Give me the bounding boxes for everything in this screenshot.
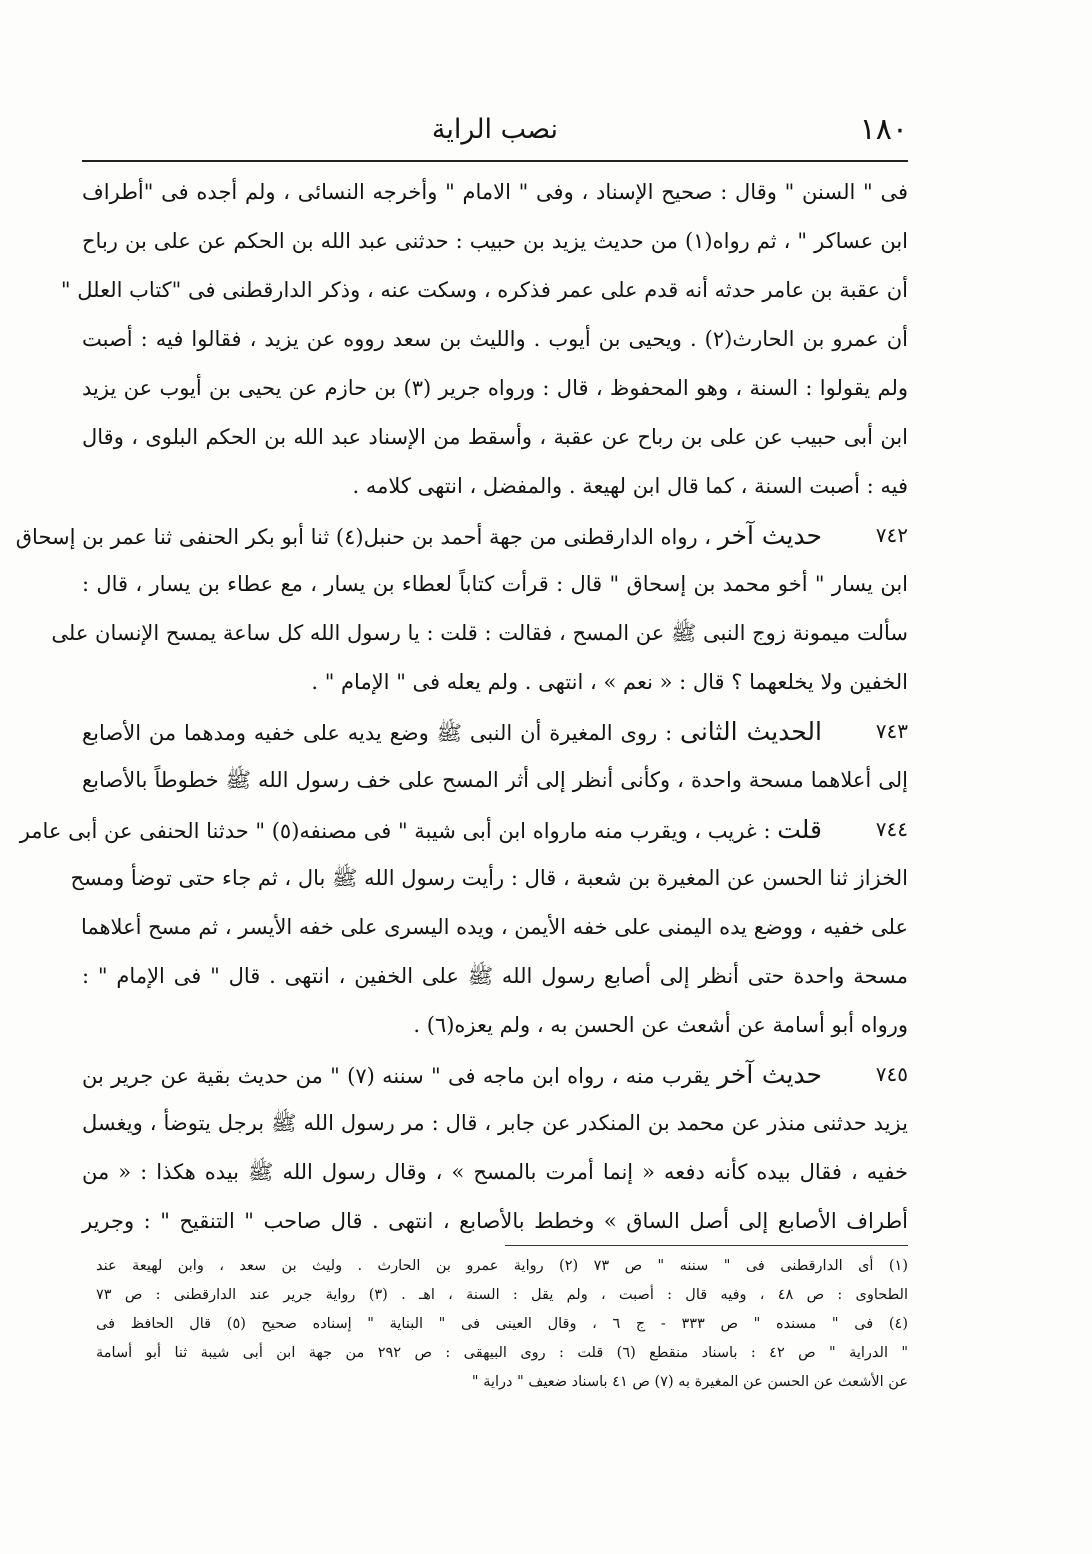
hadith-text: ، رواه الدارقطنى من جهة أحمد بن حنبل(٤) ثنا أبو بكر الحنفى ثنا عمر بن إسحاق <box>15 525 712 549</box>
hadith-first-line <box>15 511 908 560</box>
text-line: ولم يقولوا : السنة ، وهو المحفوظ ، قال : ورواه جرير (٣) بن حازم عن يحيى بن أيوب عن يزيد <box>82 376 908 400</box>
header-rule <box>82 160 908 162</box>
hadith-745 <box>82 1050 908 1246</box>
hadith-first-line <box>82 1050 908 1099</box>
hadith-first-line <box>19 805 908 854</box>
hadith-heading: قلت <box>777 815 822 844</box>
footnote-line: (١) أى الدارقطنى فى " سننه " ص ٧٣ (٢) رواية عمرو بن الحارث . وليث بن سعد ، وابن لهيعة عند <box>96 1258 908 1274</box>
text-line: الخفين ولا يخلعهما ؟ قال : « نعم » ، انتهى . ولم يعله فى " الإمام " . <box>311 670 908 694</box>
hadith-heading: الحديث الثانى <box>680 717 822 746</box>
text-line: فى " السنن " وقال : صحيح الإسناد ، وفى " الامام " وأخرجه النسائى ، ولم أجده فى "أطراف <box>82 180 908 204</box>
hadith-number: ٧٤٢ <box>875 523 908 547</box>
hadith-744 <box>19 805 908 1050</box>
hadith-742 <box>15 511 908 707</box>
hadith-743 <box>82 707 908 805</box>
footnote-line: " الدراية " ص ٤٢ : باسناد منقطع (٦) قلت : روى البيهقى : ص ٢٩٢ من جهة ابن أبى شيبة ثنا أبو أسامة <box>96 1345 909 1361</box>
text-line: إلى أعلاهما مسحة واحدة ، وكأنى أنظر إلى أثر المسح على خف رسول الله ﷺ خطوطاً بالأصابع <box>82 768 908 792</box>
text-line: فيه : أصبت السنة ، كما قال ابن لهيعة . والمفضل ، انتهى كلامه . <box>352 474 908 498</box>
footnote-line: الطحاوى : ص ٤٨ ، وفيه قال : أصبت ، ولم يقل : السنة ، اهـ . (٣) رواية جرير عند الدارقطنى : ص ٧٣ <box>96 1287 908 1303</box>
hadith-text: : روى المغيرة أن النبى ﷺ وضع يديه على خفيه ومدهما من الأصابع <box>82 721 673 745</box>
hadith-number: ٧٤٥ <box>875 1062 908 1086</box>
hadith-number: ٧٤٤ <box>875 817 908 841</box>
text-line: أن عمرو بن الحارث(٢) . ويحيى بن أيوب . والليث بن سعد رووه عن يزيد ، فقالوا فيه : أصبت <box>82 327 908 351</box>
paragraph-continuation <box>60 168 908 511</box>
page-header <box>82 108 908 156</box>
text-line: يزيد حدثنى منذر عن محمد بن المنكدر عن جابر ، قال : مر رسول الله ﷺ برجل يتوضأ ، ويغسل <box>82 1111 908 1135</box>
text-line: سألت ميمونة زوج النبى ﷺ عن المسح ، فقالت : قلت : يا رسول الله كل ساعة يمسح الإنسان على <box>51 621 908 645</box>
text-line: ابن عساكر " ، ثم رواه(١) من حديث يزيد بن حبيب : حدثنى عبد الله بن الحكم عن على بن رباح <box>82 229 908 253</box>
footnotes <box>96 1252 908 1397</box>
page-number: ١٨٠ <box>859 112 908 147</box>
hadith-text: : غريب ، ويقرب منه مارواه ابن أبى شيبة " فى مصنفه(٥) " حدثنا الحنفى عن أبى عامر <box>19 819 771 843</box>
footnote-rule <box>505 1245 908 1246</box>
text-line: ورواه أبو أسامة عن أشعث عن الحسن به ، ولم يعزه(٦) . <box>413 1013 908 1037</box>
footnote-line: عن الأشعث عن الحسن عن المغيرة به (٧) ص ٤١ باسناد ضعيف " دراية " <box>471 1374 908 1390</box>
hadith-text: يقرب منه ، رواه ابن ماجه فى " سننه (٧) " من حديث بقية عن جرير بن <box>82 1064 710 1088</box>
text-line: على خفيه ، ووضع يده اليمنى على خفه الأيمن ، ويده اليسرى على خفه الأيسر ، ثم مسح أعلاهما <box>80 915 908 939</box>
hadith-heading: حديث آخر <box>717 521 822 550</box>
text-line: أطراف الأصابع إلى أصل الساق » وخطط بالأصابع ، انتهى . قال صاحب " التنقيح " : وجرير <box>82 1209 909 1233</box>
main-text <box>15 168 909 1246</box>
text-line: الخزاز ثنا الحسن عن المغيرة بن شعبة ، قال : رأيت رسول الله ﷺ بال ، ثم جاء حتى توضأ ومسح <box>70 866 908 890</box>
hadith-heading: حديث آخر <box>717 1060 822 1089</box>
text-line: ابن أبى حبيب عن على بن رباح عن عقبة ، وأسقط من الإسناد عبد الله بن الحكم البلوى ، وقال <box>82 425 908 449</box>
hadith-first-line <box>82 707 908 756</box>
text-line: ابن يسار " أخو محمد بن إسحاق " قال : قرأت كتاباً لعطاء بن يسار ، مع عطاء بن يسار ، قال : <box>82 572 908 596</box>
text-line: خفيه ، فقال بيده كأنه دفعه « إنما أمرت بالمسح » ، وقال رسول الله ﷺ بيده هكذا : « من <box>82 1160 908 1184</box>
footnote-line: (٤) فى " مسنده " ص ٣٣٣ - ج ٦ ، وقال العينى فى " البناية " إسناده صحيح (٥) قال الحافظ فى <box>96 1316 909 1332</box>
hadith-number: ٧٤٣ <box>875 719 908 743</box>
running-title: نصب الراية <box>431 114 559 145</box>
text-line: أن عقبة بن عامر حدثه أنه قدم على عمر فذكره ، وسكت عنه ، وذكر الدارقطنى فى "كتاب العلل " <box>60 278 908 302</box>
text-line: مسحة واحدة حتى أنظر إلى أصابع رسول الله ﷺ على الخفين ، انتهى . قال " فى الإمام " : <box>82 964 908 988</box>
